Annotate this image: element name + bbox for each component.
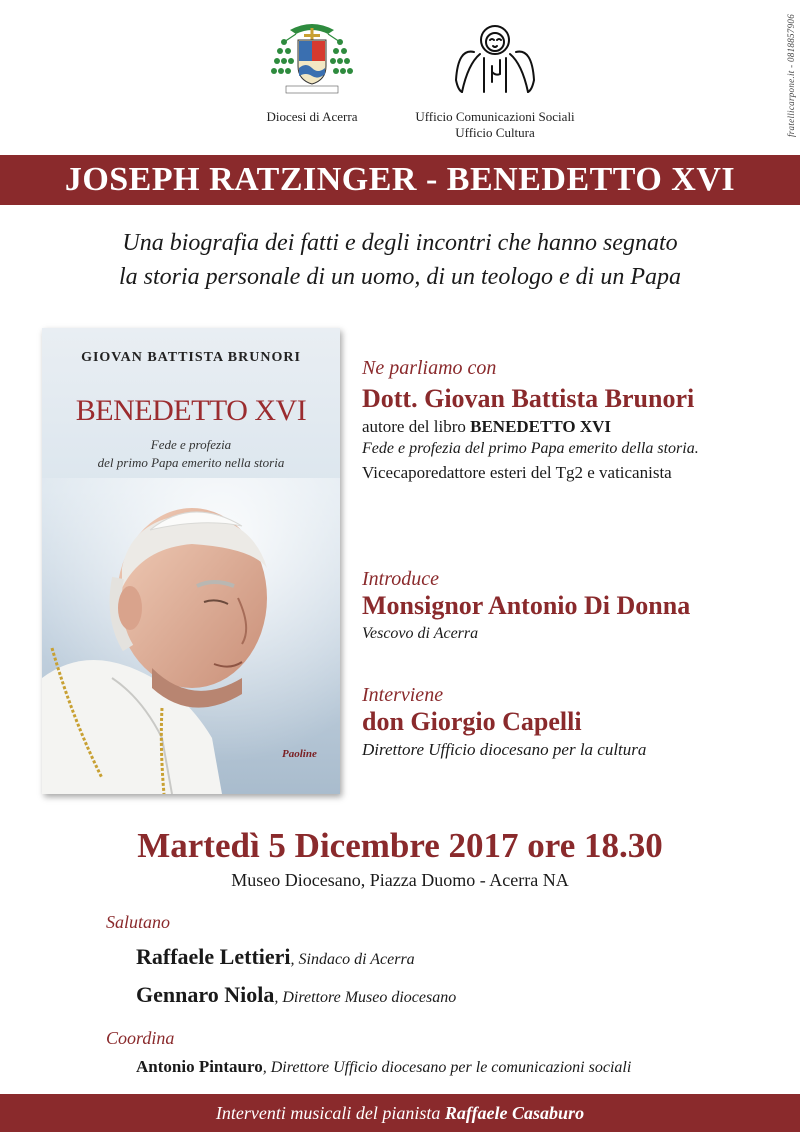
book-subtitle-1: Fede e profezia xyxy=(150,437,232,452)
salutano-person-2 xyxy=(136,982,456,1008)
salutano-role-1: , Sindaco di Acerra xyxy=(290,951,415,968)
office-caption-2: Ufficio Cultura xyxy=(455,125,535,140)
salutano-label: Salutano xyxy=(106,912,171,932)
introduce-name: Monsignor Antonio Di Donna xyxy=(362,591,691,620)
coordina-label: Coordina xyxy=(106,1028,175,1048)
coordina-person xyxy=(136,1057,631,1077)
speaker-book-subtitle: Fede e profezia del primo Papa emerito della storia. xyxy=(362,440,699,457)
salutano-role-2: , Direttore Museo diocesano xyxy=(274,989,457,1006)
speaker-book-line xyxy=(362,416,792,438)
diocese-logo xyxy=(262,18,362,125)
event-date: Martedì 5 Dicembre 2017 ore 18.30 xyxy=(137,826,663,865)
interviene-role: Direttore Ufficio diocesano per la cultura xyxy=(362,740,647,759)
introduce-role: Vescovo di Acerra xyxy=(362,625,479,642)
introduce-label: Introduce xyxy=(362,568,440,590)
speaker-author-prefix: autore del libro xyxy=(362,417,471,436)
interviene-block xyxy=(362,684,792,761)
footer-pianist: Raffaele Casaburo xyxy=(444,1103,585,1123)
title-banner: JOSEPH RATZINGER - BENEDETTO XVI xyxy=(0,155,800,205)
speaker-block xyxy=(362,357,792,484)
office-caption-1: Ufficio Comunicazioni Sociali xyxy=(415,109,575,124)
book-subtitle xyxy=(42,436,340,472)
coat-of-arms-icon xyxy=(262,18,362,100)
pope-portrait-image xyxy=(42,478,340,794)
interviene-name: don Giorgio Capelli xyxy=(362,707,582,736)
publisher-logo: Paoline xyxy=(282,748,317,760)
coordina-role: , Direttore Ufficio diocesano per le comunicazioni sociali xyxy=(262,1059,632,1076)
footer-banner xyxy=(0,1094,800,1132)
subtitle-line-1: Una biografia dei fatti e degli incontri che hanno segnato xyxy=(122,230,678,256)
subtitle xyxy=(0,226,800,294)
office-logo xyxy=(400,18,590,141)
event-venue: Museo Diocesano, Piazza Duomo - Acerra NA xyxy=(231,870,569,890)
book-subtitle-2: del primo Papa emerito nella storia xyxy=(97,455,285,470)
speaker-name: Dott. Giovan Battista Brunori xyxy=(362,384,695,413)
speaker-label: Ne parliamo con xyxy=(362,357,497,379)
salutano-person-1 xyxy=(136,944,415,970)
footer-prefix: Interventi musicali del pianista xyxy=(215,1103,445,1123)
angel-icon xyxy=(400,18,590,100)
interviene-label: Interviene xyxy=(362,684,444,706)
speaker-role: Vicecaporedattore esteri del Tg2 e vaticanista xyxy=(362,463,672,482)
coordina-name: Antonio Pintauro xyxy=(136,1057,263,1076)
book-author: GIOVAN BATTISTA BRUNORI xyxy=(81,350,301,365)
book-title: BENEDETTO XVI xyxy=(75,394,307,427)
subtitle-line-2: la storia personale di un uomo, di un teologo e di un Papa xyxy=(119,264,681,290)
diocese-caption: Diocesi di Acerra xyxy=(266,109,358,124)
book-cover xyxy=(42,328,340,794)
salutano-name-1: Raffaele Lettieri xyxy=(136,944,291,969)
printer-credit: fratellicarpone.it - 0818857906 xyxy=(786,14,796,138)
salutano-name-2: Gennaro Niola xyxy=(136,982,275,1007)
introduce-block xyxy=(362,568,792,645)
speaker-book-title: BENEDETTO XVI xyxy=(470,417,612,436)
